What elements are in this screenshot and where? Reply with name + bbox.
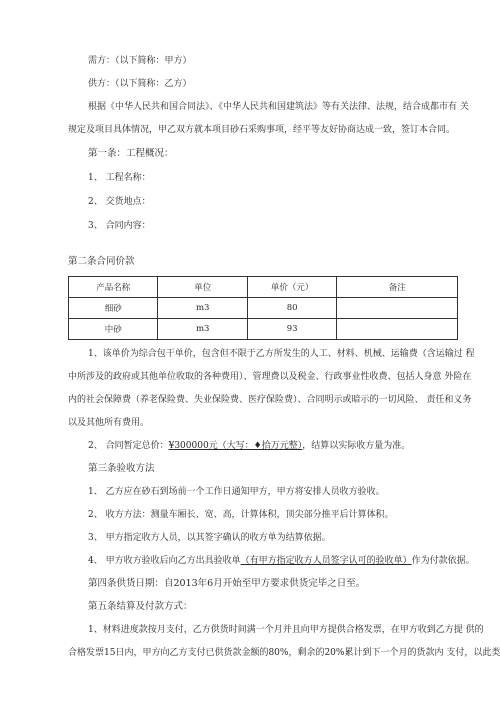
article-2-title: 第二条合同价款 — [68, 256, 135, 267]
table-cell — [337, 319, 458, 340]
article-2-paragraph-1-line: 内的社会保障费（养老保险费、失业保险费、医疗保险费）、合同明示或暗示的一切风险、 责任和义务 — [68, 395, 472, 405]
table-cell: 中砂 — [69, 319, 158, 340]
article-2-total-price-line — [88, 440, 410, 452]
article-3-item: 3、 甲方指定收方人员，以其签字确认的收方单为结算依据。 — [88, 533, 331, 543]
table-cell: m3 — [158, 319, 247, 340]
article-3-item-4-suffix: 作为付款依据。 — [411, 556, 475, 566]
article-1-item: 1、 工程名称： — [88, 173, 151, 183]
price-table — [68, 276, 458, 340]
table-cell: 细砂 — [69, 298, 158, 319]
article-3-item: 1、 乙方应在砂石到场前一个工作日通知甲方，甲方将安排人员收方验收。 — [88, 487, 385, 497]
party-b-line: 供方：（以下简称：乙方） — [88, 79, 192, 89]
article-3-title: 第三条验收方法 — [88, 463, 155, 474]
article-3-item-4-text: 4、 甲方收方验收后向乙方出具验收单 — [88, 556, 241, 566]
party-a-line: 需方：（以下简称：甲方） — [88, 56, 192, 66]
total-price-amount: ¥300000元（大写：♦拾万元整） — [168, 441, 303, 451]
table-cell: 80 — [247, 298, 336, 319]
table-header-cell: 单价（元） — [247, 277, 336, 298]
table-header-row — [69, 277, 458, 298]
article-3-item — [88, 555, 475, 567]
article-1-title: 第一条：工程概况： — [88, 148, 174, 159]
article-2-paragraph-1-line: 中所涉及的政府或其他单位收取的各种费用）、管理费以及税金、行政事业性收费、包括人身意 外险在 — [68, 372, 472, 382]
article-4-line: 第四条供货日期：自2013年6月开始至甲方要求供货完毕之日至。 — [88, 578, 366, 589]
article-3-item: 2、 收方方法：测量车厢长、宽、高，计算体积，顶尖部分推平后计算体积。 — [88, 510, 394, 520]
table-row — [69, 298, 458, 319]
intro-line-1: 根据《中华人民共和国合同法》、《中华人民共和国建筑法》等有关法律、法规，结合成都市有 关 — [88, 102, 469, 112]
article-5-paragraph-line: 合格发票15日内，甲方向乙方支付已供货款金额的80%，剩余的20%累计到下一个月的货款内 支付，以此类 — [68, 648, 500, 658]
table-header-cell: 备注 — [337, 277, 458, 298]
table-header-cell: 单位 — [158, 277, 247, 298]
table-header-cell: 产品名称 — [69, 277, 158, 298]
article-2-paragraph-1-line: 1、该单价为综合包干单价，包含但不限于乙方所发生的人工、材料、机械、运输费（含运输过 程 — [88, 349, 475, 359]
article-2-paragraph-1-line: 以及其他所有费用。 — [68, 418, 150, 428]
article-1-item: 3、 合同内容： — [88, 221, 151, 231]
total-price-note: ，结算以实际收方量为准。 — [302, 441, 411, 451]
article-5-title: 第五条结算及付款方式： — [88, 601, 193, 612]
total-price-label: 2、 合同暂定总价： — [88, 441, 169, 451]
table-cell: m3 — [158, 298, 247, 319]
intro-line-2: 规定及项目具体情况，甲乙双方就本项目砂石采购事项，经平等友好协商达成一致，签订本合同。 — [68, 125, 456, 135]
article-5-paragraph-line: 1、材料进度款按月支付，乙方供货时间满一个月并且向甲方提供合格发票，在甲方收到乙方提 供的 — [88, 625, 484, 635]
table-cell: 93 — [247, 319, 336, 340]
article-3-item-4-underlined: （有甲方指定收方人员签字认可的验收单） — [240, 556, 412, 566]
article-1-item: 2、 交货地点： — [88, 197, 151, 207]
table-row — [69, 319, 458, 340]
table-cell — [337, 298, 458, 319]
